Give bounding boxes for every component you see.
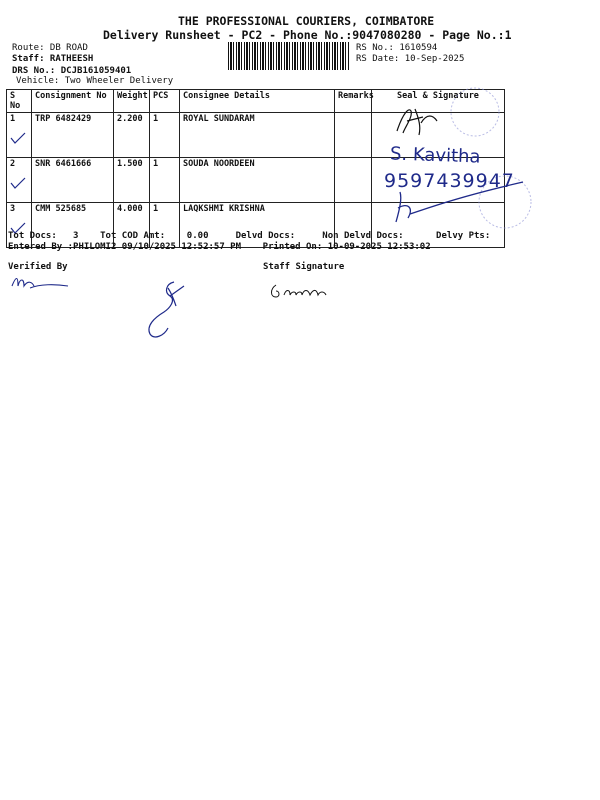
staff-label: Staff: RATHEESH [12, 54, 94, 64]
verified-by-label: Verified By [8, 262, 68, 272]
verifier-signature [10, 272, 70, 294]
col-remarks: Remarks [335, 90, 372, 113]
col-seal-signature: Seal & Signature [372, 90, 505, 113]
large-signature [144, 278, 189, 340]
drs-number: DRS No.: DCJB161059401 [12, 66, 132, 76]
handwritten-name: S. Kavitha [389, 143, 481, 168]
col-sno: S No [7, 90, 32, 113]
cell-pcs: 1 [150, 158, 180, 203]
col-pcs: PCS [150, 90, 180, 113]
cell-sno: 1 [7, 113, 32, 158]
rs-date: RS Date: 10-Sep-2025 [356, 54, 465, 64]
company-title: THE PROFESSIONAL COURIERS, COIMBATORE [178, 14, 435, 28]
cell-remarks [335, 113, 372, 158]
totals-line: Tot Docs: 3 Tot COD Amt: 0.00 Delvd Docs: Non Delvd Docs: Delvy Pts: [8, 231, 491, 241]
staff-signature [268, 281, 330, 301]
cell-sno: 2 [7, 158, 32, 203]
vehicle-label: Vehicle: Two Wheeler Delivery [16, 76, 174, 86]
cell-consignee: LAQKSHMI KRISHNA [180, 203, 335, 248]
cell-consignee: SOUDA NOORDEEN [180, 158, 335, 203]
cell-consignment: TRP 6482429 [32, 113, 114, 158]
cell-sno: 3 [7, 203, 32, 248]
col-consignment: Consignment No [32, 90, 114, 113]
route-label: Route: DB ROAD [12, 43, 88, 53]
handwritten-phone: 9597439947 [384, 170, 515, 192]
cell-weight: 2.200 [114, 113, 150, 158]
cell-weight: 4.000 [114, 203, 150, 248]
check-mark-icon [10, 177, 26, 189]
cell-consignment: SNR 6461666 [32, 158, 114, 203]
check-mark-icon [10, 132, 26, 144]
col-consignee: Consignee Details [180, 90, 335, 113]
rs-number: RS No.: 1610594 [356, 43, 438, 53]
cell-consignment: CMM 525685 [32, 203, 114, 248]
staff-signature-label: Staff Signature [263, 262, 345, 272]
cell-pcs: 1 [150, 203, 180, 248]
col-weight: Weight [114, 90, 150, 113]
recipient-signature-1 [393, 103, 443, 138]
barcode-image [228, 42, 350, 70]
cell-weight: 1.500 [114, 158, 150, 203]
recipient-signature-3 [388, 178, 528, 228]
entered-by-line: Entered By :PHILOMI2 09/10/2025 12:52:57 PM Printed On: 10-09-2025 12:53:02 [8, 242, 431, 252]
cell-remarks [335, 158, 372, 203]
cell-consignee: ROYAL SUNDARAM [180, 113, 335, 158]
cell-pcs: 1 [150, 113, 180, 158]
runsheet-subtitle: Delivery Runsheet - PC2 - Phone No.:9047080280 - Page No.:1 [103, 28, 512, 42]
